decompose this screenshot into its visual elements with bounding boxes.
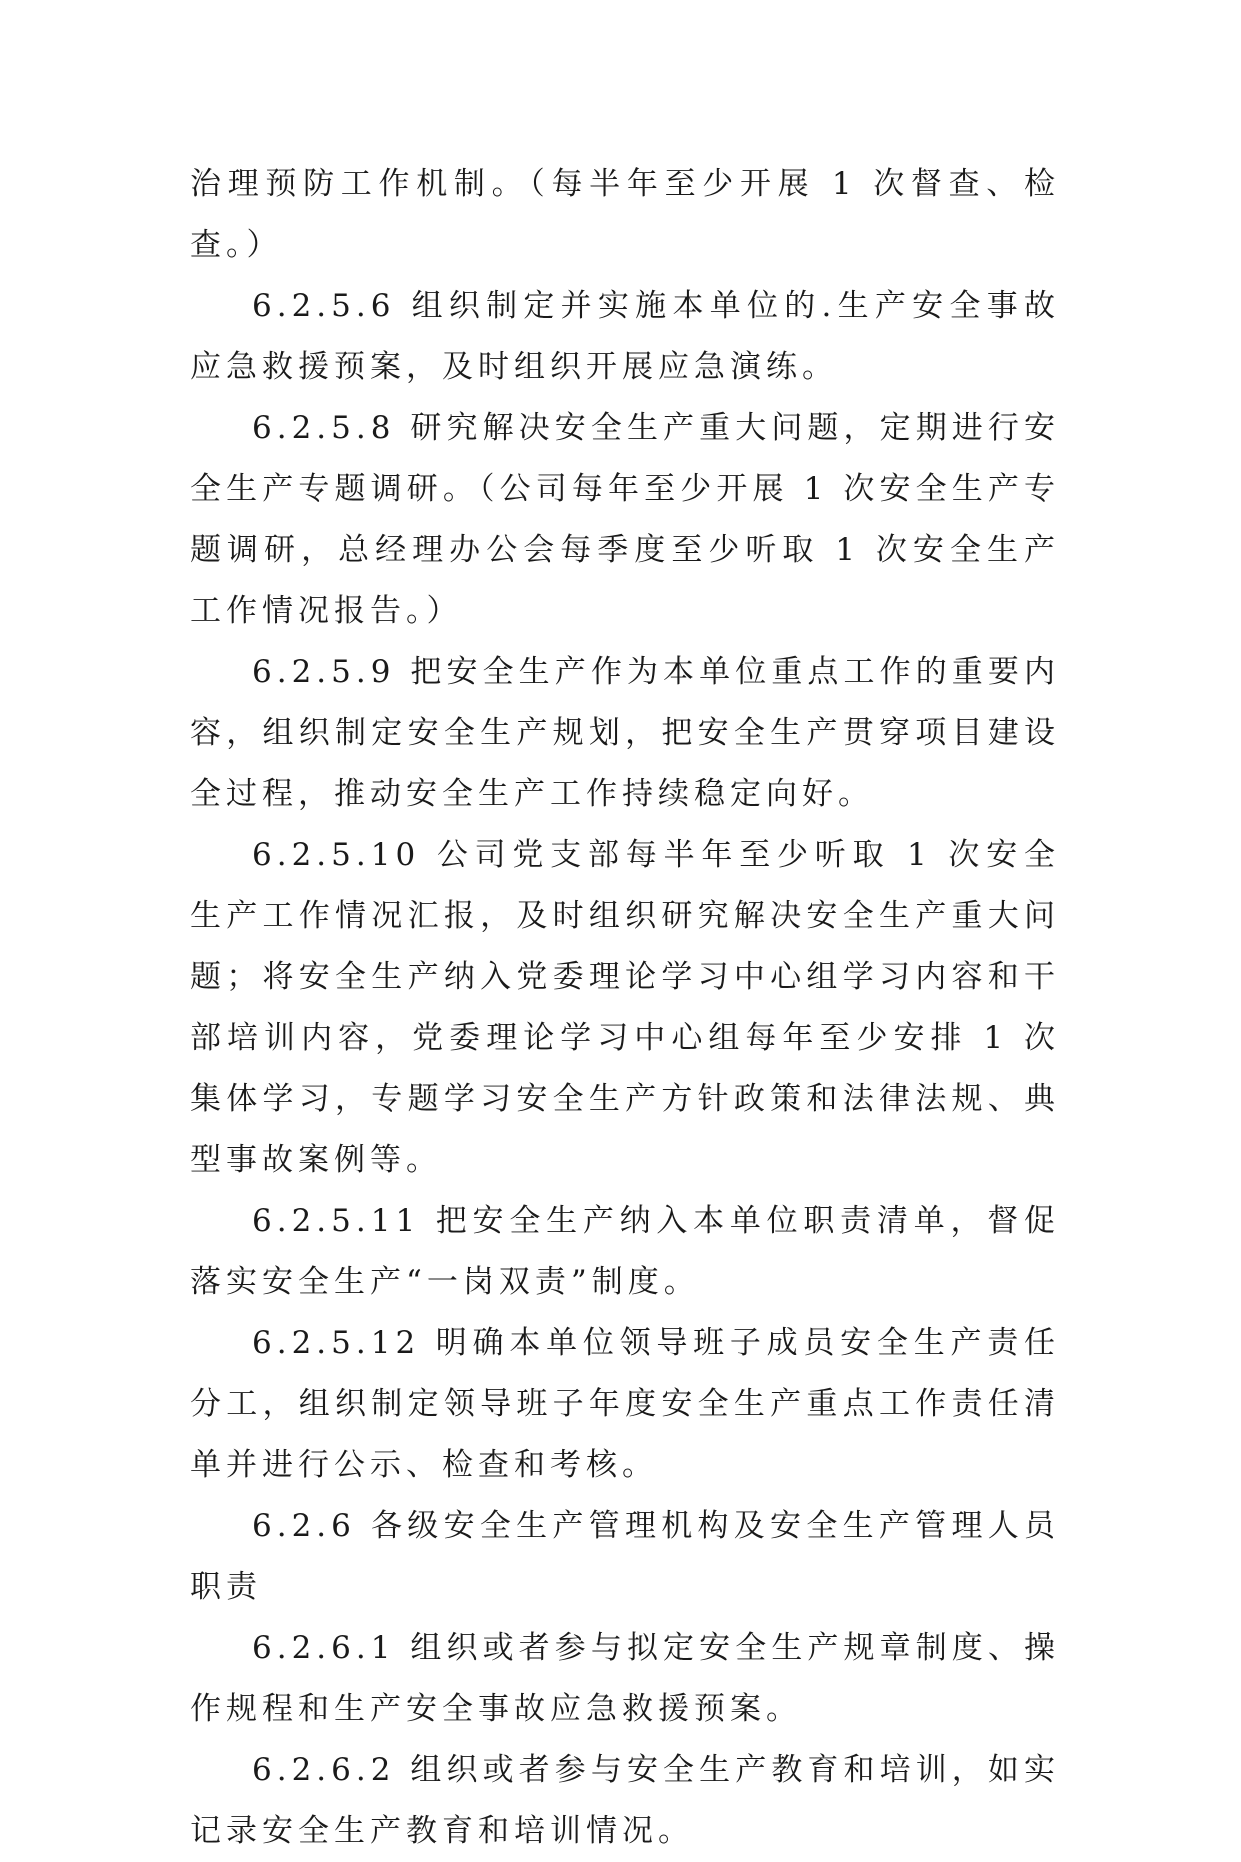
paragraph: 6.2.5.8 研究解决安全生产重大问题，定期进行安全生产专题调研。（公司每年至少开展 1 次安全生产专题调研，总经理办公会每季度至少听取 1 次安全生产工作情况报告。） [190,410,1060,629]
paragraph: 6.2.6.1 组织或者参与拟定安全生产规章制度、操作规程和生产安全事故应急救援预案。 [190,1630,1060,1727]
section-heading: 6.2.6 各级安全生产管理机构及安全生产管理人员职责 [190,1508,1060,1605]
document-body [190,154,1060,1862]
paragraph: 6.2.5.6 组织制定并实施本单位的.生产安全事故应急救援预案，及时组织开展应急演练。 [190,288,1060,385]
paragraph: 治理预防工作机制。（每半年至少开展 1 次督查、检查。） [190,166,1060,263]
paragraph: 6.2.5.9 把安全生产作为本单位重点工作的重要内容，组织制定安全生产规划，把安全生产贯穿项目建设全过程，推动安全生产工作持续稳定向好。 [190,654,1060,812]
paragraph: 6.2.5.12 明确本单位领导班子成员安全生产责任分工，组织制定领导班子年度安全生产重点工作责任清单并进行公示、检查和考核。 [190,1325,1060,1483]
paragraph: 6.2.5.10 公司党支部每半年至少听取 1 次安全生产工作情况汇报，及时组织研究解决安全生产重大问题；将安全生产纳入党委理论学习中心组学习内容和干部培训内容，党委理论学习中心组每年至少安排 1 次集体学习，专题学习安全生产方针政策和法律法规、典型事故案例等。 [190,837,1060,1178]
paragraph: 6.2.6.2 组织或者参与安全生产教育和培训，如实记录安全生产教育和培训情况。 [190,1752,1060,1849]
paragraph: 6.2.5.11 把安全生产纳入本单位职责清单，督促落实安全生产“一岗双责”制度。 [190,1203,1060,1300]
